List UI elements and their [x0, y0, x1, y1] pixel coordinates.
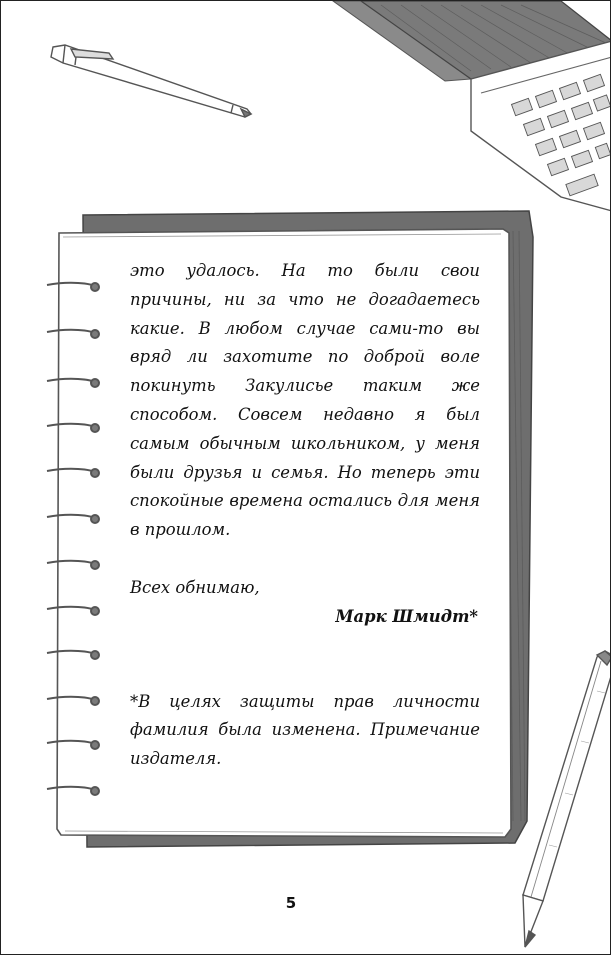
page-number: 5 [285, 894, 297, 912]
pen-icon [51, 45, 251, 117]
letter-closing: Всех обнимаю, [130, 577, 260, 597]
notebook-text [130, 257, 480, 774]
letter-signature: Марк Шмидт* [335, 606, 478, 626]
laptop-icon [333, 1, 611, 211]
letter-paragraph: это удалось. На то были свои причины, ни за что не догадаетесь какие. В любом случае сами-то вы вряд ли захотите по доброй воле покинуть Закулисье таким же способом. Совсем недавно я был самым обычным школьником, у меня были друзья и семья. Но теперь эти спокойные времена остались для меня в прошлом. [130, 261, 480, 540]
editor-footnote: *В целях защиты прав личности фамилия была изменена. Примечание издателя. [130, 691, 480, 769]
